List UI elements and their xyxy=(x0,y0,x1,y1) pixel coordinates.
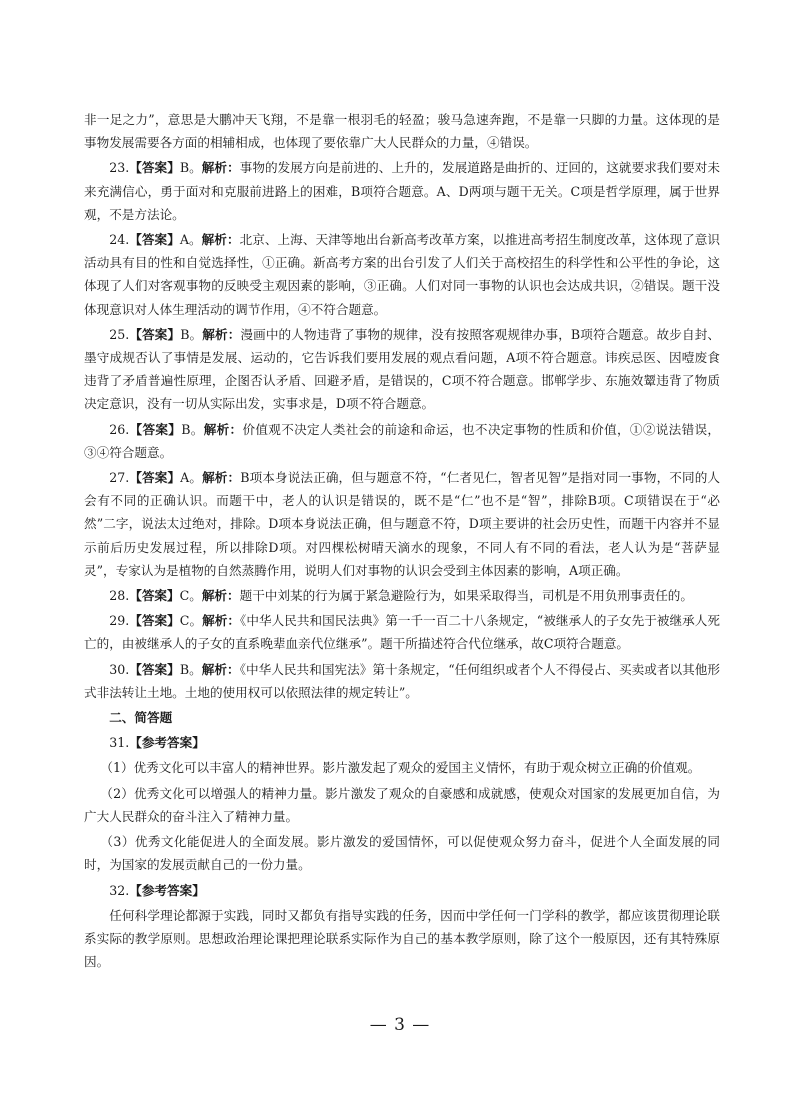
answer-num: 30. xyxy=(109,661,130,677)
answer-num: 25. xyxy=(109,326,130,342)
answer-letter: A。 xyxy=(179,232,202,248)
q32-num: 32. xyxy=(109,882,130,898)
analysis-text: 《中华人民共和国宪法》第十条规定，“任何组织或者个人不得侵占、买卖或者以其他形式非法转让土地。土地的使用权可以依照法律的规定转让”。 xyxy=(84,661,721,700)
q32-label: 【参考答案】 xyxy=(129,882,205,898)
analysis-label: 解析： xyxy=(203,421,243,437)
answer-num: 26. xyxy=(109,421,130,437)
analysis-label: 解析： xyxy=(201,588,240,604)
intro-paragraph: 非一足之力”，意思是大鹏冲天飞翔，不是靠一根羽毛的轻盈；骏马急速奔跑，不是靠一只脚的力量。这体现的是事物发展需要各方面的相辅相成，也体现了要依靠广大人民群众的力量，④错误。 xyxy=(84,112,720,151)
analysis-label: 解析： xyxy=(201,160,240,176)
page-number: — 3 — xyxy=(369,1015,431,1035)
section-heading: 二、简答题 xyxy=(109,710,173,726)
answer-29 xyxy=(84,609,720,655)
answer-list xyxy=(84,156,720,704)
answer-23 xyxy=(84,156,720,226)
answer-label: 【答案】 xyxy=(129,613,180,629)
answer-26 xyxy=(84,418,720,464)
answer-label: 【答案】 xyxy=(129,421,182,437)
analysis-label: 解析： xyxy=(201,232,240,248)
answer-letter: C。 xyxy=(179,613,203,629)
answer-label: 【答案】 xyxy=(129,232,180,248)
answer-num: 29. xyxy=(109,613,130,629)
answer-24 xyxy=(84,228,720,321)
q31-label: 【参考答案】 xyxy=(129,735,205,751)
answer-label: 【答案】 xyxy=(129,470,181,486)
analysis-text: 事物的发展方向是前进的、上升的，发展道路是曲折的、迂回的，这就要求我们要对未来充满信心，勇于面对和克服前进路上的困难，B项符合题意。A、D两项与题干无关。C项是哲学原理，属于世界观，不是方法论。 xyxy=(84,160,720,222)
answer-num: 27. xyxy=(109,470,130,486)
analysis-text: 题干中刘某的行为属于紧急避险行为，如果采取得当，司机是不用负刑事责任的。 xyxy=(239,588,693,604)
answer-label: 【答案】 xyxy=(129,588,180,604)
q31-point-3: （3）优秀文化能促进人的全面发展。影片激发的爱国情怀，可以促使观众努力奋斗，促进个人全面发展的同时，为国家的发展贡献自己的一份力量。 xyxy=(84,834,720,873)
answer-letter: B。 xyxy=(181,421,204,437)
analysis-text: 价值观不决定人类社会的前途和命运，也不决定事物的性质和价值，①②说法错误，③④符合题意。 xyxy=(84,421,721,460)
q31-point-2: （2）优秀文化可以增强人的精神力量。影片激发了观众的自豪感和成就感，使观众对国家的发展更加自信，为广大人民群众的奋斗注入了精神力量。 xyxy=(84,785,720,824)
analysis-label: 解析： xyxy=(202,326,241,342)
answer-label: 【答案】 xyxy=(129,160,180,176)
answer-num: 28. xyxy=(109,588,130,604)
q32-text: 任何科学理论都源于实践，同时又都负有指导实践的任务，因而中学任何一门学科的教学，都应该贯彻理论联系实际的教学原则。思想政治理论课把理论联系实际作为自己的基本教学原则，除了这个一般原因，还有其特殊原因。 xyxy=(84,907,720,970)
answer-28 xyxy=(84,584,720,607)
q31-header xyxy=(84,731,720,754)
analysis-text: 《中华人民共和国民法典》第一千一百二十八条规定，“被继承人的子女先于被继承人死亡的，由被继承人的子女的直系晚辈血亲代位继承”。题干所描述符合代位继承，故C项符合题意。 xyxy=(84,613,721,652)
analysis-text: B项本身说法正确，但与题意不符，“仁者见仁，智者见智”是指对同一事物，不同的人会有不同的正确认识。而题干中，老人的认识是错误的，既不是“仁”也不是“智”，排除B项。C项错误在于“必然”二字，说法太过绝对，排除。D项本身说法正确，但与题意不符，D项主要讲的社会历史性，而题干内容并不显示前后历史发展过程，所以排除D项。对四棵松树晴天滴水的现象，不同人有不同的看法，老人认为是“菩萨显灵”，专家认为是植物的自然蒸腾作用，说明人们对事物的认识会受到主体因素的影响，A项正确。 xyxy=(84,470,721,578)
answer-letter: A。 xyxy=(180,470,203,486)
q32-header xyxy=(84,879,720,902)
answer-letter: B。 xyxy=(179,160,202,176)
analysis-text: 北京、上海、天津等地出台新高考改革方案，以推进高考招生制度改革，这体现了意识活动具有目的性和自觉选择性，①正确。新高考方案的出台引发了人们关于高校招生的科学性和公平性的争论，这体现了人们对客观事物的反映受主观因素的影响，③正确。人们对同一事物的认识也会达成共识，②错误。题干没体现意识对人体生理活动的调节作用，④不符合题意。 xyxy=(84,232,721,317)
q31-num: 31. xyxy=(109,735,130,751)
answer-27 xyxy=(84,466,720,582)
answer-num: 24. xyxy=(109,232,130,248)
answer-num: 23. xyxy=(109,160,130,176)
answer-letter: C。 xyxy=(179,588,202,604)
analysis-text: 漫画中的人物违背了事物的规律，没有按照客观规律办事，B项符合题意。故步自封、墨守成规否认了事情是发展、运动的，它告诉我们要用发展的观点看问题，A项不符合题意。讳疾忌医、因噎废食违背了矛盾普遍性原理，企图否认矛盾、回避矛盾，是错误的，C项不符合题意。邯郸学步、东施效颦违背了物质决定意识，没有一切从实际出发，实事求是，D项不符合题意。 xyxy=(84,326,720,412)
q31-point-1: （1）优秀文化可以丰富人的精神世界。影片激发起了观众的爱国主义情怀，有助于观众树立正确的价值观。 xyxy=(100,760,701,776)
answer-25 xyxy=(84,323,720,416)
analysis-label: 解析： xyxy=(201,661,240,677)
answer-letter: B。 xyxy=(179,661,202,677)
document-body xyxy=(84,108,720,975)
analysis-label: 解析： xyxy=(202,470,241,486)
answer-30 xyxy=(84,658,720,704)
answer-label: 【答案】 xyxy=(129,661,180,677)
analysis-label: 解析： xyxy=(202,613,240,629)
answer-label: 【答案】 xyxy=(129,326,181,342)
answer-letter: B。 xyxy=(180,326,203,342)
